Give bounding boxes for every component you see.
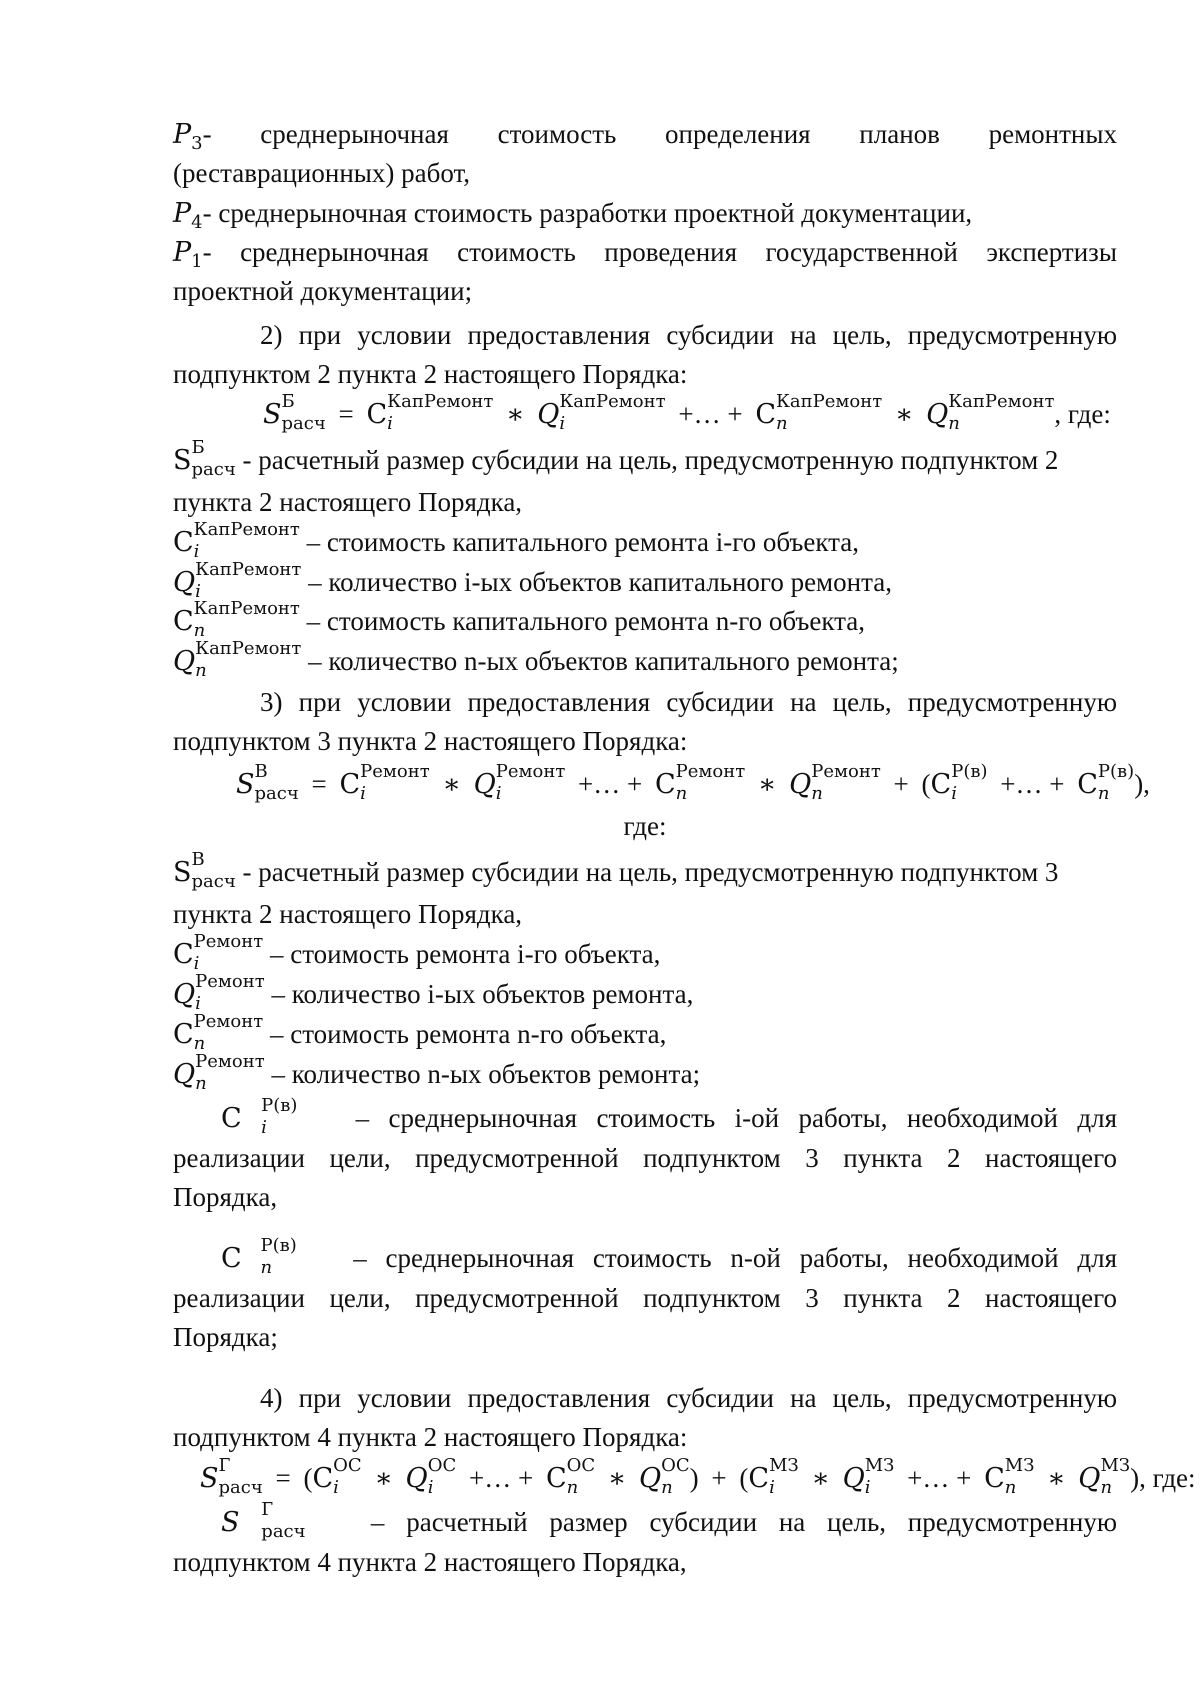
item4-intro-cont: подпунктом 4 пункта 2 настоящего Порядка: — [173, 1422, 688, 1452]
item4-def-s-cont: подпунктом 4 пункта 2 настоящего Порядка, — [173, 1547, 687, 1577]
item3-cn-line: С Р(в) n – среднерыночная стоимость n-ой работы, необходимой для — [221, 1234, 1118, 1278]
item3-def-2: С Ремонт n – стоимость ремонта n-го объекта, — [173, 1010, 667, 1054]
item2-def-s-cont: пункта 2 настоящего Порядка, — [173, 487, 523, 517]
item4-intro: 4) при условии предоставления субсидии на цель, предусмотренную — [260, 1383, 1117, 1413]
item3-def-s: S В расч - расчетный размер субсидии на цель, предусмотренную подпунктом 3 — [173, 848, 1059, 892]
item3-cn-line-3: Порядка; — [173, 1322, 278, 1352]
formula-4: S Г расч = (С ОС i ∗ Q ОС i +… + С ОС n ∗ Q ОС n ) + (С МЗ i ∗ Q МЗ i +… + С МЗ n ∗ Q МЗ n ), где: — [200, 1454, 1196, 1498]
item3-intro-cont: подпунктом 3 пункта 2 настоящего Порядка: — [173, 726, 688, 756]
formula-3: S В расч = С Ремонт i ∗ Q Ремонт i +… + С Ремонт n ∗ Q Ремонт n + (С Р(в) i +… + С Р(в) n ), — [236, 760, 1150, 804]
item2-intro-cont: подпунктом 2 пункта 2 настоящего Порядка: — [173, 359, 688, 389]
item2-def-3: Q КапРемонт n – количество n-ых объектов капитального ремонта; — [173, 637, 899, 681]
item3-ci-line-2: реализации цели, предусмотренной подпунктом 3 пункта 2 настоящего — [173, 1143, 1117, 1173]
p1-line: $P_1-$ среднерыночная стоимость проведения государственной экспертизы — [173, 237, 1117, 272]
p3-symbol: P — [173, 119, 192, 150]
item3-cn-line-2: реализации цели, предусмотренной подпунктом 3 пункта 2 настоящего — [173, 1283, 1117, 1313]
formula-3-where: где: — [623, 811, 667, 841]
p1-line-cont: проектной документации; — [173, 276, 473, 306]
p3-line: $P_3-$ среднерыночная стоимость определения планов ремонтных — [173, 119, 1117, 154]
p4-line: $P_4-$ среднерыночная стоимость разработки проектной документации, — [173, 198, 973, 233]
item3-ci-line-3: Порядка, — [173, 1182, 278, 1212]
item2-intro: 2) при условии предоставления субсидии на цель, предусмотренную — [260, 320, 1117, 350]
item3-intro: 3) при условии предоставления субсидии на цель, предусмотренную — [260, 687, 1117, 717]
item3-def-1: Q Ремонт i – количество i-ых объектов ремонта, — [173, 970, 694, 1014]
item3-def-s-cont: пункта 2 настоящего Порядка, — [173, 899, 523, 929]
formula-2: S Б расч = С КапРемонт i ∗ Q КапРемонт i +… + С КапРемонт n ∗ Q КапРемонт n , где: — [263, 390, 1111, 434]
item2-def-s: S Б расч - расчетный размер субсидии на цель, предусмотренную подпунктом 2 — [173, 436, 1059, 480]
item2-def-0: С КапРемонт i – стоимость капитального ремонта i-го объекта, — [173, 518, 860, 562]
p3-line-cont: (реставрационных) работ, — [173, 158, 471, 188]
item3-def-0: С Ремонт i – стоимость ремонта i-го объекта, — [173, 930, 661, 974]
item3-ci-line: С Р(в) i – среднерыночная стоимость i-ой работы, необходимой для — [221, 1094, 1117, 1138]
item2-def-2: С КапРемонт n – стоимость капитального ремонта n-го объекта, — [173, 597, 866, 641]
item2-def-1: Q КапРемонт i – количество i-ых объектов капитального ремонта, — [173, 558, 892, 602]
item4-def-s: S Г расч – расчетный размер субсидии на цель, предусмотренную — [221, 1498, 1118, 1542]
item3-def-3: Q Ремонт n – количество n-ых объектов ремонта; — [173, 1050, 701, 1094]
